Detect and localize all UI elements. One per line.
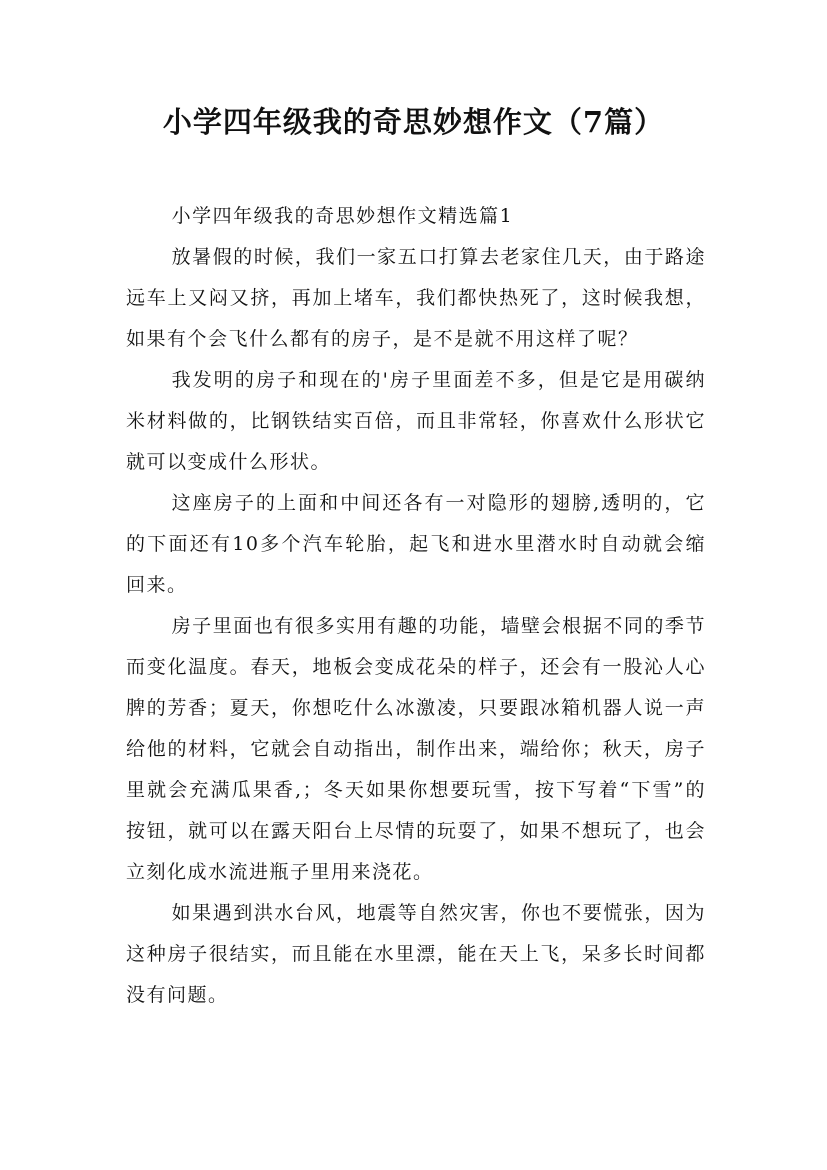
section-heading: 小学四年级我的奇思妙想作文精选篇1 — [171, 205, 514, 227]
paragraph-2: 我发明的房子和现在的'房子里面差不多，但是它是用碳纳米材料做的，比钢铁结实百倍，而且非常轻，你喜欢什么形状它就可以变成什么形状。 — [126, 369, 706, 473]
paragraph-3: 这座房子的上面和中间还各有一对隐形的翅膀,透明的，它的下面还有10多个汽车轮胎，起飞和进水里潜水时自动就会缩回来。 — [126, 492, 706, 596]
paragraph-1: 放暑假的时候，我们一家五口打算去老家住几天，由于路途远车上又闷又挤，再加上堵车，我们都快热死了，这时候我想，如果有个会飞什么都有的房子，是不是就不用这样了呢？ — [126, 246, 706, 350]
paragraph-5: 如果遇到洪水台风，地震等自然灾害，你也不要慌张，因为这种房子很结实，而且能在水里漂，能在天上飞，呆多长时间都没有问题。 — [126, 902, 706, 1006]
document-body — [126, 196, 706, 1016]
paragraph-4: 房子里面也有很多实用有趣的功能，墙壁会根据不同的季节而变化温度。春天，地板会变成花朵的样子，还会有一股沁人心脾的芳香；夏天，你想吃什么冰激凌，只要跟冰箱机器人说一声给他的材料，它就会自动指出，制作出来，端给你；秋天，房子里就会充满瓜果香,；冬天如果你想要玩雪，按下写着“下雪”的按钮，就可以在露天阳台上尽情的玩耍了，如果不想玩了，也会立刻化成水流进瓶子里用来浇花。 — [126, 615, 706, 883]
document-title: 小学四年级我的奇思妙想作文（7篇） — [162, 105, 665, 139]
